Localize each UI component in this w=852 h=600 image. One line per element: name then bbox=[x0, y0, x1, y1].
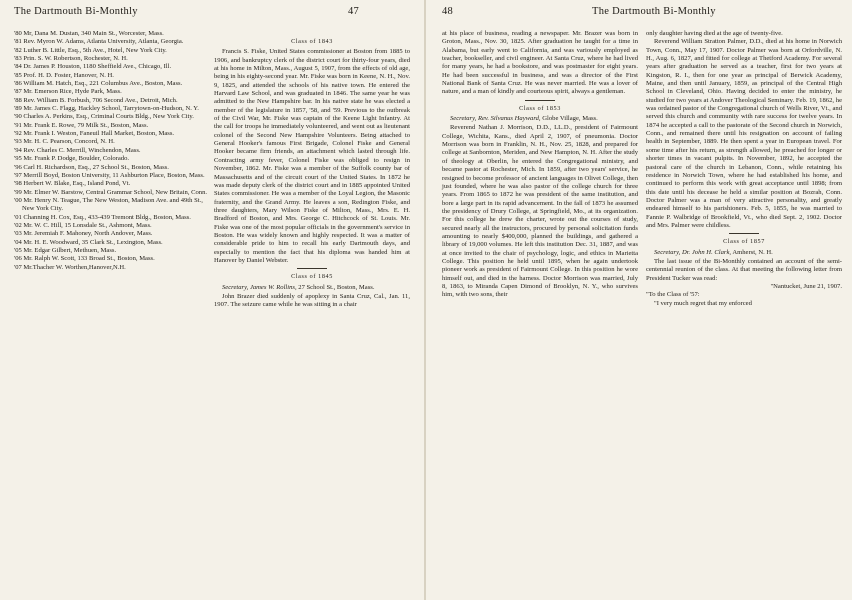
address-entry: '01 Channing H. Cox, Esq., 433-439 Tremont Bldg., Boston, Mass. bbox=[14, 213, 191, 221]
section-heading: Class of 1857 bbox=[723, 238, 765, 246]
address-entry: '05 Mr. Edgar Gilbert, Methuen, Mass. bbox=[14, 246, 117, 254]
section-divider bbox=[729, 233, 759, 234]
secretary-address: Amherst, N. H. bbox=[732, 248, 773, 256]
address-entry: '07 Mr.Thacher W. Worthen,Hanover,N.H. bbox=[14, 263, 126, 271]
obituary-brazer: John Brazer died suddenly of apoplexy in Santa Cruz, Cal., Jan. 11, 1907. The seizure came while he was sitting in a chair bbox=[214, 292, 410, 309]
obituary-morrison-continued: only daughter having died at the age of twenty-five. bbox=[646, 30, 783, 37]
address-entry: '96 Carl H. Richardson, Esq., 27 School St., Boston, Mass. bbox=[14, 163, 169, 171]
running-title: The Dartmouth Bi-Monthly bbox=[14, 6, 138, 17]
obituary-morrison: Reverend Nathan J. Morrison, D.D., LL.D., president of Fairmount College, Wichita, Kans., died April 2, 1907, of pneumonia. Doctor Morrison was born in Franklin, N. H., Nov. 25, 1828, and prepared for college at Sanbornton, Meriden, and New Hampton, N. H. After the study of theology at Oberlin, he entered the Congregational ministry, and became pastor at Rochester, Mich. In 1859, after two years' service, he resigned to become professor of ancient languages in Olivet College, then just founded, where he was also pastor of the college church for three years. From 1865 to 1872 he was president of the same institution, and bore a large part in its rapid advancement. In the fall of 1873 he assumed the presidency of Drury College, at Springfield, Mo., at its organization. For this college he drew the charter, wrote out the courses of study, secured nearly all the instructors, procured by personal solicitation funds amounting to nearly $400,000, planned the buildings, and gathered a library of 19,000 volumes. He left this institution Dec. 31, 1887, and was at once invited to the chair of psychology, logic, and ethics in Marietta College. This position he held until 1895, when he again undertook pioneer work as president of Fairmount College. In this position he wore himself out, and died in the harness. Doctor Morrison was married, July 8, 1863, to Miranda Capen Dimond of Brooklyn, N. Y., who survives him, with two sons, their bbox=[442, 124, 638, 299]
right-column-2 bbox=[646, 30, 842, 308]
address-entry: '87 Mr. Emerson Rice, Hyde Park, Mass. bbox=[14, 88, 122, 96]
section-heading: Class of 1843 bbox=[291, 38, 333, 45]
class-secretary bbox=[442, 115, 638, 123]
address-entry: '81 Rev. Myron W. Adams, Atlanta University, Atlanta, Georgia. bbox=[14, 38, 184, 46]
address-entry: '94 Rev. Charles C. Merrill, Winchendon, Mass. bbox=[14, 146, 141, 154]
obituary-fiske: Francis S. Fiske, United States commissioner at Boston from 1885 to 1906, and bankruptcy clerk of the district court for thirty-four years, died at his home in Milton, Mass., August 5, 1907, from the effects of old age, being in his eighty-second year. Mr. Fiske was born in Keene, N. H., Nov. 9, 1825, and attended the schools of his native town. He entered the Harvard Law School, and was graduated in 1846. The same year he was admitted to the New Hampshire bar. In his native state he was elected a member of the legislature in 1857, '58, and '59. Previous to the outbreak of the Civil War, Mr. Fiske was captain of the Keene Light Infantry. At the call for troops he immediately volunteered, and went out as lieutenant colonel of the Second New Hampshire Volunteers. Being attached to General Hooker's famous First Brigade, Colonel Fiske and General Hooker became firm friends, an attachment which lasted through life. Contracting army fever, Colonel Fiske was obliged to resign in November, 1862. Mr. Fiske was a member of the Suffolk county bar of Massachusetts and of the circuit court of the United States. In 1872 he was made deputy clerk of the district court and in 1885 appointed United States commissioner. He was a member of the Loyal Legion, the Masonic fraternity, and the Grand Army. He leaves a son, Redington Fiske, and three daughters, Mary Wilson Fiske of Milton, Mass., Mrs. E. H. Bradford of Boston, and Mrs. George C. Hitchcock of St. Louis. Mr. Fiske was one of the most popular officials in the government's service in Boston. He was widely known and highly respected. It was a matter of considerable pride to him to recall his early Dartmouth days, and especially to mention the fact that his diploma was handed him at Hanover by Daniel Webster. bbox=[214, 48, 410, 264]
secretary-address: 27 School St., Boston, Mass. bbox=[298, 283, 375, 291]
page-number: 48 bbox=[442, 6, 454, 17]
address-entry: '85 Prof. H. D. Foster, Hanover, N. H. bbox=[14, 71, 114, 79]
page-number: 47 bbox=[348, 6, 360, 17]
running-title: The Dartmouth Bi-Monthly bbox=[592, 6, 716, 17]
right-page bbox=[426, 0, 852, 600]
address-entry: '93 Mr. H. C. Pearson, Concord, N. H. bbox=[14, 138, 115, 146]
right-column-1 bbox=[442, 30, 638, 300]
address-entry: '91 Mr. Frank E. Rowe, 79 Milk St., Boston, Mass. bbox=[14, 121, 149, 129]
address-entry: '98 Herbert W. Blake, Esq., Island Pond, Vt. bbox=[14, 180, 131, 188]
secretary-label: Secretary, Rev. Silvanus Hayward, bbox=[450, 115, 541, 123]
class-secretary bbox=[646, 249, 842, 257]
address-entry: '06 Mr. Ralph W. Scott, 133 Broad St., Boston, Mass. bbox=[14, 255, 155, 263]
letter-opening: "I very much regret that my enforced bbox=[654, 299, 752, 307]
letter-date: "Nantucket, June 21, 1907. bbox=[770, 282, 842, 290]
left-page bbox=[0, 0, 425, 600]
address-entry: '97 Merrill Boyd, Boston University, 11 Ashburton Place, Boston, Mass. bbox=[14, 171, 205, 179]
address-entry: '83 Prin. S. W. Robertson, Rochester, N. H. bbox=[14, 55, 128, 63]
address-entry: '82 Luther B. Little, Esq., 5th Ave., Hotel, New York City. bbox=[14, 46, 167, 54]
address-entry: '04 Mr. H. E. Woodward, 35 Clark St., Lexington, Mass. bbox=[14, 238, 163, 246]
obituary-brazer-continued: at his place of business, reading a newspaper. Mr. Brazer was born in Groton, Mass., Nov. 30, 1825. After graduation he taught for a time in Alabama, but early went to California, and was variously employed as teacher, bookseller, and civil engineer. At Santa Cruz, where he had lived for many years, he had a bookstore, and was postmaster for eight years. He had been successful in business, and was a director of the First National Bank of Santa Cruz. He was never married. He was a lover of nature, and a man of kindly and courteous spirit, always a gentleman. bbox=[442, 30, 638, 96]
address-entry: '84 Dr. James P. Houston, 1180 Sheffield Ave., Chicago, Ill. bbox=[14, 63, 172, 71]
address-entry: '02 Mr. W. C. Hill, 15 Lonsdale St., Ashmont, Mass. bbox=[14, 221, 152, 229]
address-entry: '03 Mr. Jeremiah F. Mahoney, North Andover, Mass. bbox=[14, 230, 153, 238]
left-column-2 bbox=[214, 34, 410, 310]
address-entry: '00 Mr. Henry N. Teague, The New Weston, Madison Ave. and 49th St., New York City. bbox=[14, 196, 203, 213]
address-entry: '88 Rev. William B. Forbush, 706 Second Ave., Detroit, Mich. bbox=[14, 96, 178, 104]
alumni-address-list bbox=[14, 30, 210, 272]
section-divider bbox=[297, 268, 327, 269]
address-entry: '89 Mr. James C. Flagg, Hackley School, Tarrytown-on-Hudson, N. Y. bbox=[14, 105, 199, 113]
secretary-label: Secretary, Dr. John H. Clark, bbox=[654, 248, 732, 256]
address-entry: '86 William M. Hatch, Esq., 221 Columbus Ave., Boston, Mass. bbox=[14, 80, 183, 88]
address-entry: '92 Mr. Frank I. Weston, Faneuil Hall Market, Boston, Mass. bbox=[14, 130, 175, 138]
address-entry: '99 Mr. Elmer W. Barstow, Central Grammar School, New Britain, Conn. bbox=[14, 188, 208, 196]
section-heading: Class of 1853 bbox=[519, 104, 561, 112]
section-divider bbox=[525, 100, 555, 101]
address-entry: '90 Charles A. Perkins, Esq., Criminal Courts Bldg., New York City. bbox=[14, 113, 194, 121]
obituary-palmer: Reverend William Stratton Palmer, D.D., died at his home in Norwich Town, Conn., May 17, 1907. Doctor Palmer was born at Orfordville, N. H., Aug. 6, 1827, and fitted for college at Thetford Academy. For several years after graduation he served as a teacher, first for two years at Kingston, R. I., then for one year as principal of Berwick Academy, Maine, and then until January, 1859, as principal of the Central High School in Cleveland, Ohio. Having decided to enter the ministry, he studied for two years at Andover Theological Seminary. Feb. 19, 1862, he was ordained pastor of the Congregational church of Wells River, Vt., and served this church and community with rare success for twelve years. In 1874 he accepted a call to the pastorate of the Second church in Norwich, Conn., and remained there until his resignation on account of failing health in September, 1889. He then spent a year in European travel. For some time after his return, as strength allowed, he preached for longer or shorter times in vacant pulpits. In November, 1892, he accepted the pastoral care of the church in Lebanon, Conn., while retaining his residence in Norwich Town, where he had established his home, and continued to perform this work with great acceptance until 1898; from this date until his decease he held a similar position at Bozrah, Conn. Doctor Palmer was a man of very attractive personality, and greatly endeared himself to his parishioners. Feb. 5, 1855, he was married to Fannie P. Walbridge of Brookfield, Vt., who died Sept. 2, 1902. Doctor and Mrs. Palmer were childless. bbox=[646, 38, 842, 229]
letter-salutation: "To the Class of '57: bbox=[646, 291, 700, 299]
secretary-label: Secretary, James W. Rollins, bbox=[222, 283, 297, 291]
address-entry: '80 Mr, Dana M. Dustan, 340 Main St., Worcester, Mass. bbox=[14, 30, 164, 37]
secretary-address: Globe Village, Mass. bbox=[542, 115, 598, 123]
class-secretary bbox=[214, 284, 410, 292]
address-entry: '95 Mr. Frank P. Dodge, Boulder, Colorado. bbox=[14, 155, 130, 163]
class-1857-report: The last issue of the Bi-Monthly contained an account of the semi-centennial reunion of the class. At that meeting the following letter from President Tucker was read: bbox=[646, 257, 842, 282]
section-heading: Class of 1845 bbox=[291, 273, 333, 281]
